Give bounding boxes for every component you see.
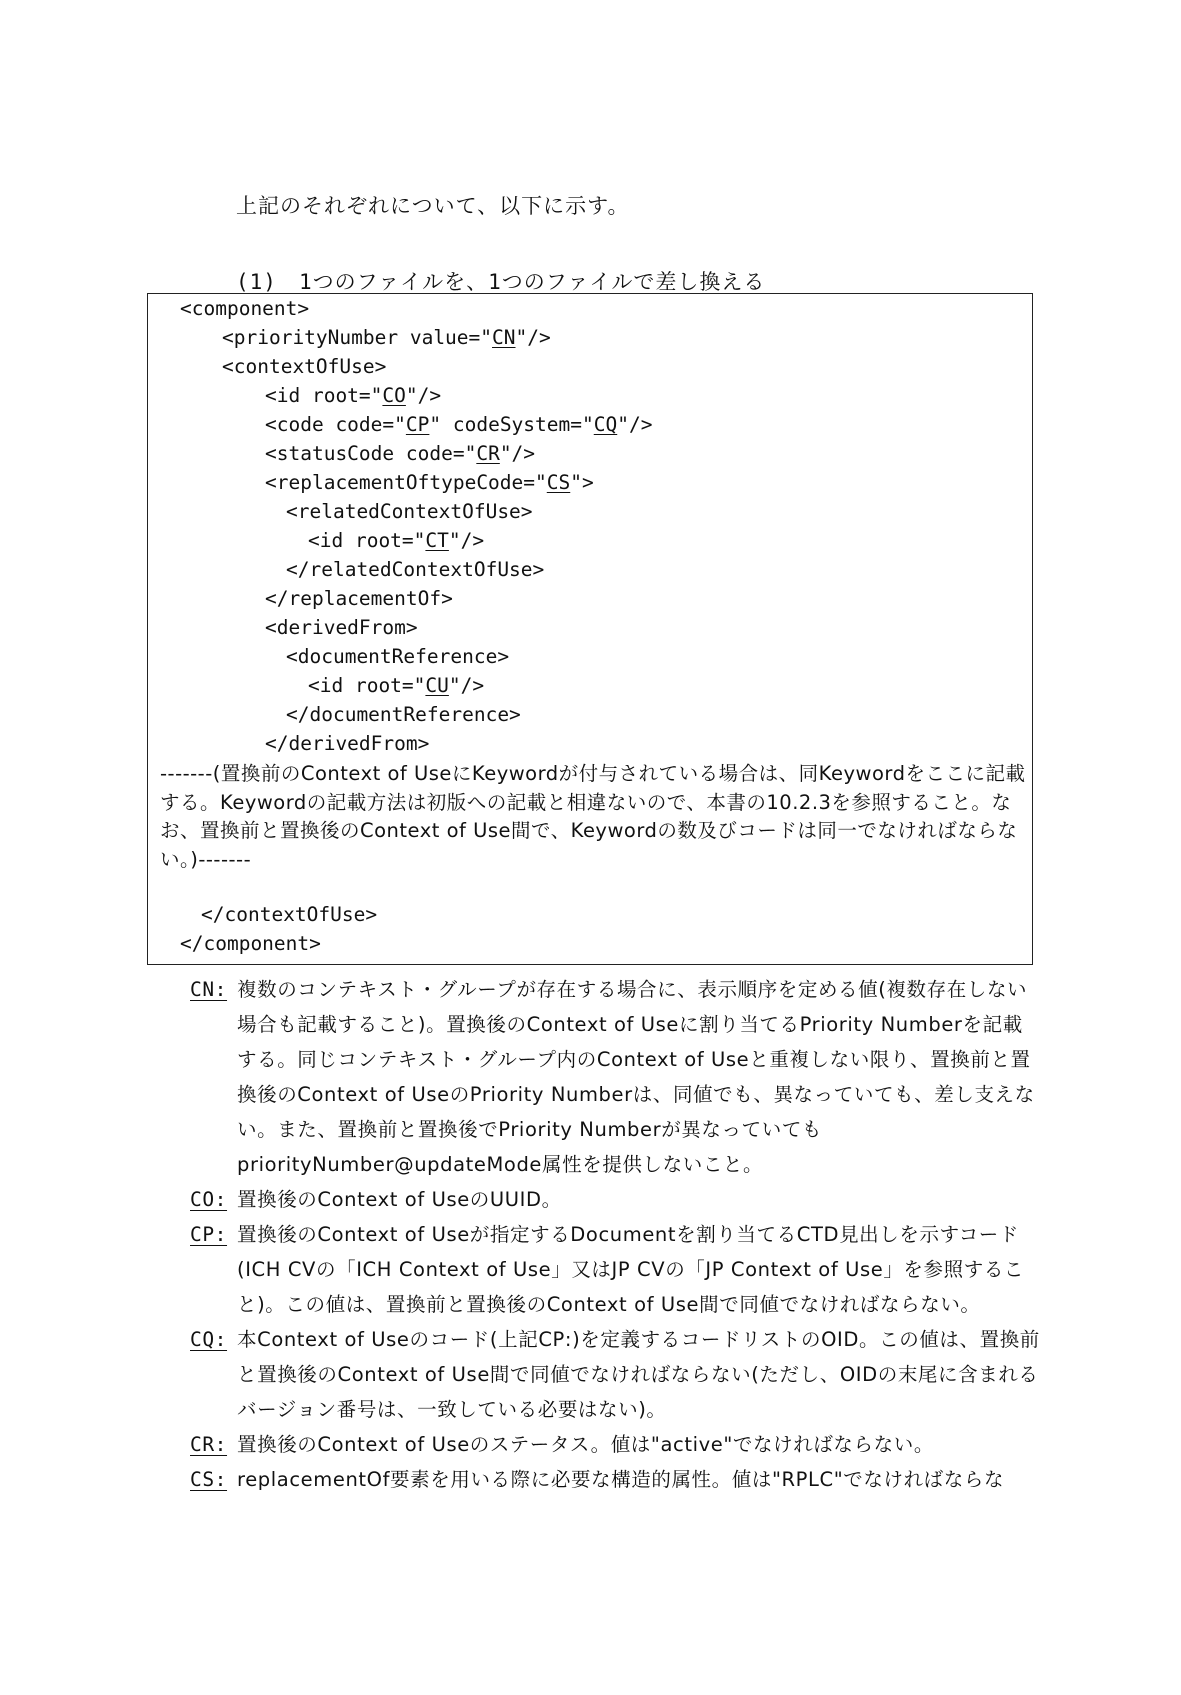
definition-text: replacementOf要素を用いる際に必要な構造的属性。値は"RPLC"でなければならな (237, 1468, 1005, 1491)
placeholder-cs: CS (546, 471, 571, 494)
intro-text: 上記のそれぞれについて、以下に示す。 (236, 194, 630, 218)
definition-term: CS: (190, 1468, 228, 1491)
code-line: </component> (180, 932, 321, 955)
definition-text: 置換後のContext of Useが指定するDocumentを割り当てるCTD見出しを示すコード(ICH CVの「ICH Context of Use」又はJP CVの「JP Context of Use」を参照すること)。この値は、置換前と置換後のContext of Use間で同値でなければならない。 (237, 1223, 1025, 1316)
definition-term: CN: (190, 978, 228, 1001)
code-line: <contextOfUse> (222, 355, 387, 378)
code-line: </derivedFrom> (265, 732, 430, 755)
code-line: <derivedFrom> (265, 616, 418, 639)
definition-text: 本Context of Useのコード(上記CP:)を定義するコードリストのOID。この値は、置換前と置換後のContext of Use間で同値でなければならない(ただし、OIDの末尾に含まれるバージョン番号は、一致している必要はない)。 (237, 1328, 1040, 1421)
definition-term: CO: (190, 1188, 228, 1211)
code-line: <priorityNumber value="CN"/> (222, 326, 551, 349)
code-line: <documentReference> (286, 645, 510, 668)
code-line: <id root="CT"/> (308, 529, 485, 552)
code-line: <component> (180, 297, 310, 320)
code-line: <id root="CO"/> (265, 384, 442, 407)
definition-text: 置換後のContext of Useのステータス。値は"active"でなければならない。 (237, 1433, 934, 1456)
definition-term: CR: (190, 1433, 228, 1456)
section-heading (236, 266, 765, 296)
code-line: <code code="CP" codeSystem="CQ"/> (265, 413, 653, 436)
code-line: </replacementOf> (265, 587, 453, 610)
placeholder-cp: CP (405, 413, 430, 436)
code-line: <relatedContextOfUse> (286, 500, 533, 523)
definition-item (190, 1427, 1040, 1462)
placeholder-co: CO (382, 384, 406, 407)
definition-list (190, 972, 1040, 1497)
code-line: <id root="CU"/> (308, 674, 485, 697)
definition-item (190, 1182, 1040, 1217)
code-line: </relatedContextOfUse> (286, 558, 545, 581)
definition-item (190, 1322, 1040, 1427)
code-line: <replacementOftypeCode="CS"> (265, 471, 594, 494)
definition-item (190, 972, 1040, 1182)
definition-text: 置換後のContext of UseのUUID。 (237, 1188, 562, 1211)
xml-code-box (147, 293, 1033, 965)
placeholder-cq: CQ (593, 413, 618, 436)
definition-item (190, 1217, 1040, 1322)
placeholder-ct: CT (425, 529, 449, 552)
definition-text: 複数のコンテキスト・グループが存在する場合に、表示順序を定める値(複数存在しない場合も記載すること)。置換後のContext of Useに割り当てるPriority Numberを記載する。同じコンテキスト・グループ内のContext of Useと重複しない限り、置換前と置換後のContext of UseのPriority Numberは、同値でも、異なっていても、差し支えない。また、置換前と置換後でPriority Numberが異なっていてもpriorityNumber@updateMode属性を提供しないこと。 (237, 978, 1035, 1176)
placeholder-cn: CN (492, 326, 516, 349)
code-line: </contextOfUse> (201, 903, 378, 926)
definition-item (190, 1462, 1040, 1497)
definition-term: CP: (190, 1223, 228, 1246)
code-line: <statusCode code="CR"/> (265, 442, 536, 465)
section-number: (1) (236, 270, 277, 294)
placeholder-cr: CR (476, 442, 500, 465)
definition-term: CQ: (190, 1328, 228, 1351)
placeholder-cu: CU (425, 674, 449, 697)
section-title: 1つのファイルを、1つのファイルで差し換える (298, 270, 766, 294)
code-line: </documentReference> (286, 703, 521, 726)
keyword-note: -------(置換前のContext of UseにKeywordが付与されている場合は、同Keywordをここに記載する。Keywordの記載方法は初版への記載と相違ないので、本書の10.2.3を参照すること。なお、置換前と置換後のContext of Use間で、Keywordの数及びコードは同一でなければならない。)------- (160, 762, 1026, 871)
